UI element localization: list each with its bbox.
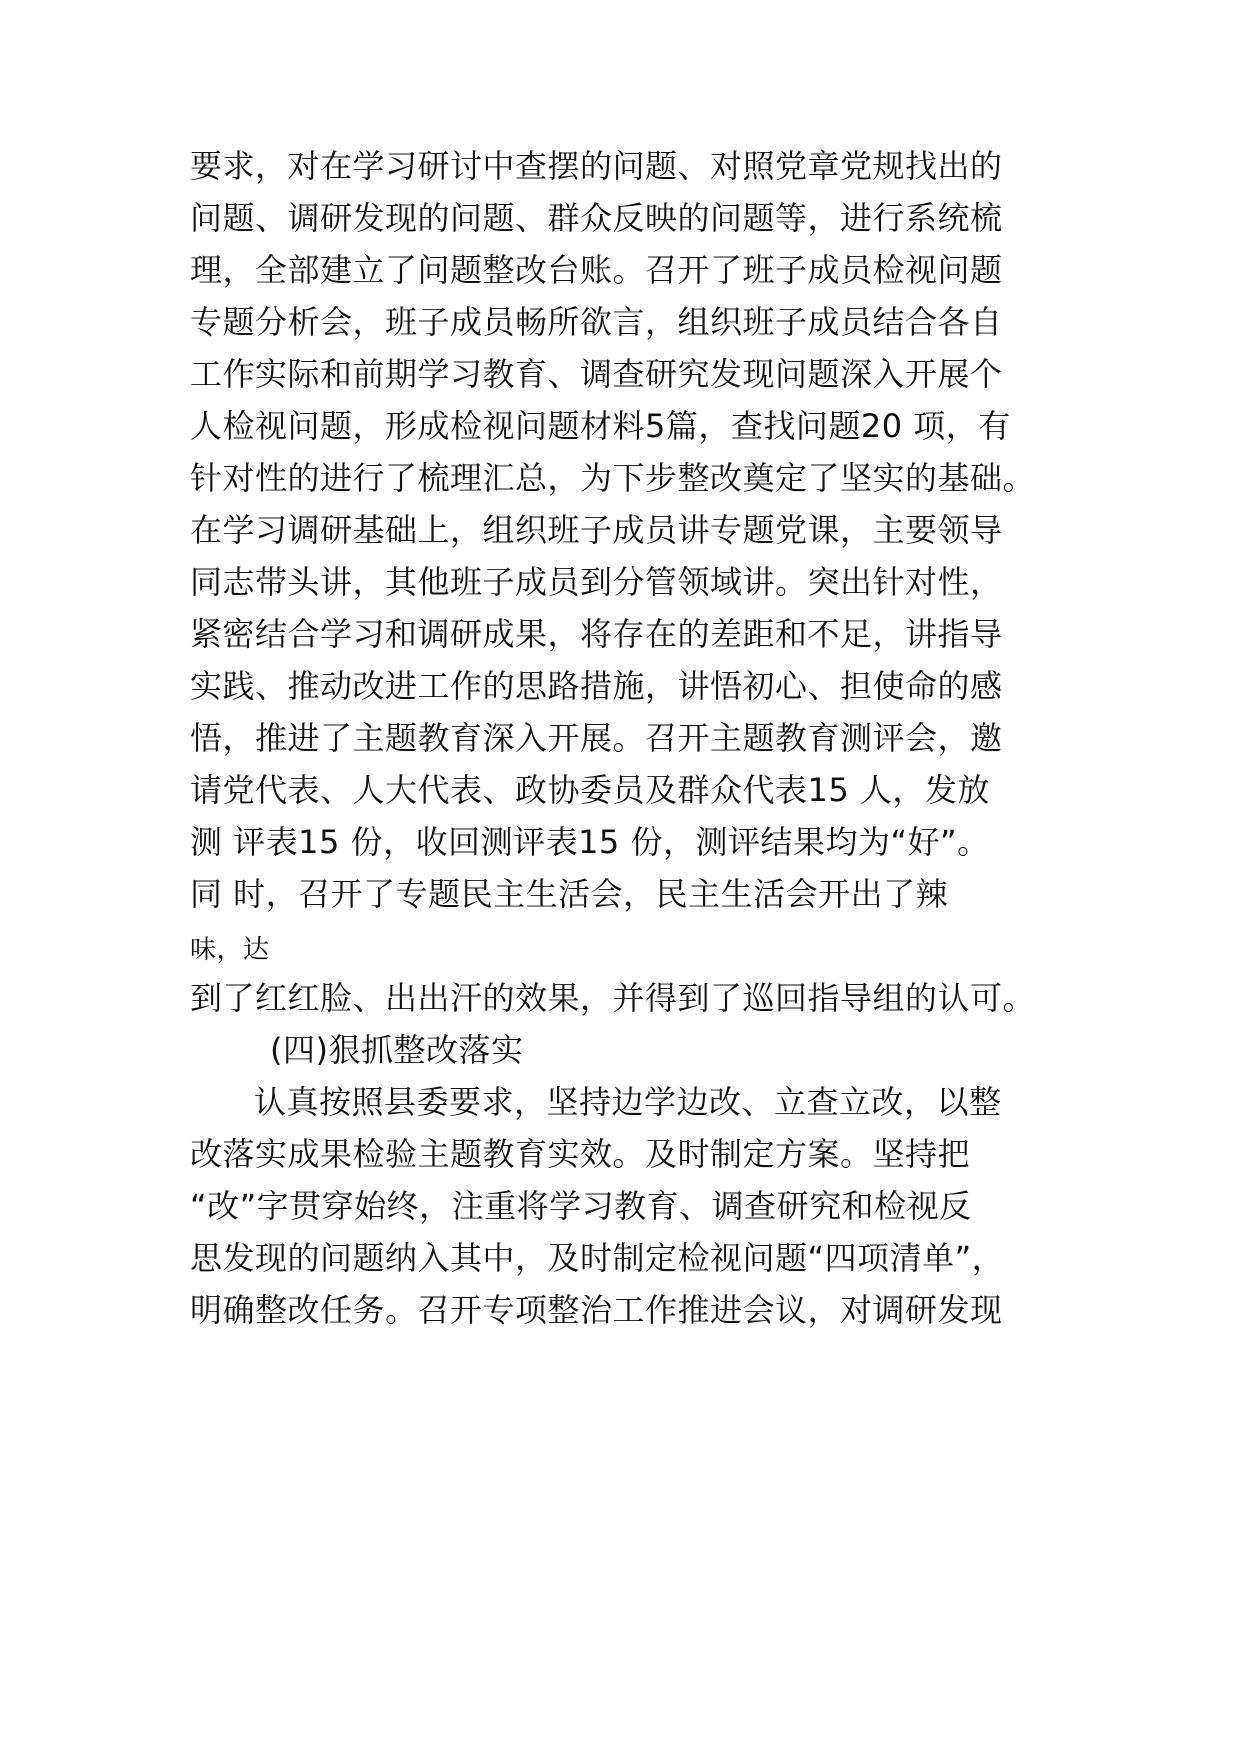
text-line-15: 同 时，召开了专题民主生活会，民主生活会开出了辣 <box>190 875 949 913</box>
text-line-10: 紧密结合学习和调研成果，将存在的差距和不足，讲指导 <box>190 615 1003 653</box>
text-line-16: 味，达 <box>190 935 270 965</box>
text-line-7: 针对性的进行了梳理汇总，为下步整改奠定了坚实的基础。 <box>190 459 1036 497</box>
text-line-11: 实践、推动改进工作的思路措施，讲悟初心、担使命的感 <box>190 667 1003 705</box>
text-line-20: 改落实成果检验主题教育实效。及时制定方案。坚持把 <box>190 1135 971 1173</box>
text-line-19: 认真按照县委要求，坚持边学边改、立查立改，以整 <box>254 1083 1002 1121</box>
text-line-13: 请党代表、人大代表、政协委员及群众代表15 人，发放 <box>190 771 990 809</box>
text-line-17: 到了红红脸、出出汗的效果，并得到了巡回指导组的认可。 <box>190 979 1036 1017</box>
text-line-9: 同志带头讲，其他班子成员到分管领域讲。突出针对性， <box>190 563 1003 601</box>
text-line-2: 问题、调研发现的问题、群众反映的问题等，进行系统梳 <box>190 199 1003 237</box>
text-line-1: 要求，对在学习研讨中查摆的问题、对照党章党规找出的 <box>190 147 1003 185</box>
text-line-8: 在学习调研基础上，组织班子成员讲专题党课，主要领导 <box>190 511 1003 549</box>
text-line-5: 工作实际和前期学习教育、调查研究发现问题深入开展个 <box>190 355 1003 393</box>
text-line-12: 悟，推进了主题教育深入开展。召开主题教育测评会，邀 <box>190 719 1003 757</box>
text-line-3: 理，全部建立了问题整改台账。召开了班子成员检视问题 <box>190 251 1003 289</box>
text-line-22: 思发现的问题纳入其中，及时制定检视问题“四项清单”， <box>190 1239 1005 1277</box>
text-line-23: 明确整改任务。召开专项整治工作推进会议，对调研发现 <box>190 1291 1003 1329</box>
text-line-6: 人检视问题，形成检视问题材料5篇，查找问题20 项，有 <box>190 407 1011 445</box>
section-heading: (四)狠抓整改落实 <box>270 1031 524 1069</box>
text-line-14: 测 评表15 份，收回测评表15 份，测评结果均为“好”。 <box>190 823 990 861</box>
text-line-4: 专题分析会，班子成员畅所欲言，组织班子成员结合各自 <box>190 303 1003 341</box>
text-line-21: “改”字贯穿始终，注重将学习教育、调查研究和检视反 <box>190 1187 972 1225</box>
